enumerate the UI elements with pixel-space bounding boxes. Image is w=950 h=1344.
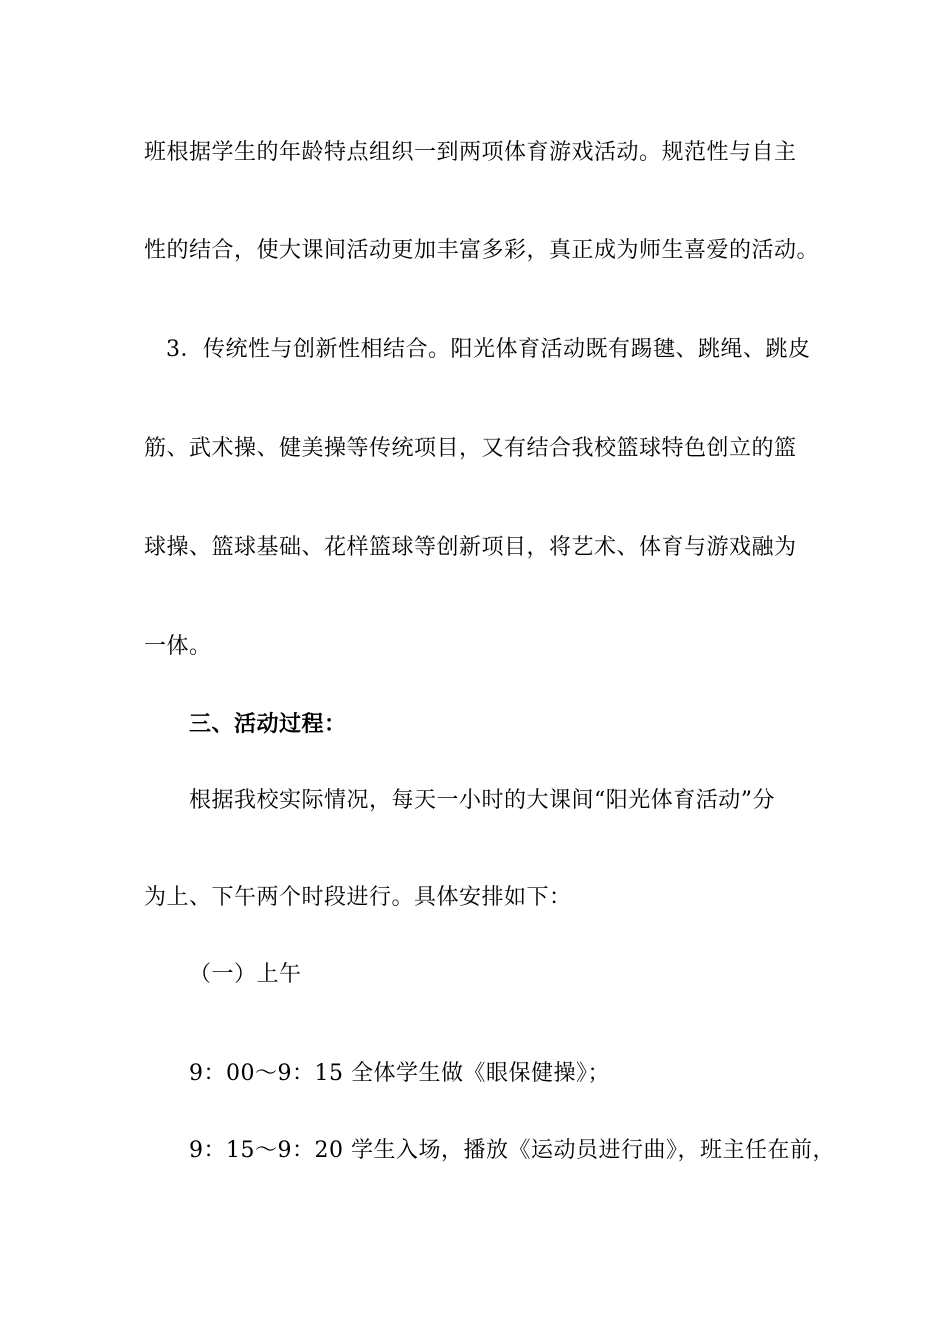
- paragraph-line-4: 筋、武术操、健美操等传统项目，又有结合我校篮球特色创立的篮: [144, 436, 797, 461]
- paragraph-line-3: 3．传统性与创新性相结合。阳光体育活动既有踢毽、跳绳、跳皮: [166, 337, 811, 362]
- section-heading: 三、活动过程：: [189, 711, 347, 737]
- subsection-heading: （一）上午: [189, 962, 302, 987]
- paragraph-line-2: 性的结合，使大课间活动更加丰富多彩，真正成为师生喜爱的活动。: [144, 238, 820, 263]
- paragraph-line-1: 班根据学生的年龄特点组织一到两项体育游戏活动。规范性与自主: [144, 140, 797, 165]
- paragraph-line-6: 一体。: [144, 634, 212, 659]
- schedule-line-1: 9：00～9：15 全体学生做《眼保健操》；: [189, 1061, 610, 1086]
- paragraph-line-8: 根据我校实际情况，每天一小时的大课间“阳光体育活动”分: [189, 788, 775, 813]
- schedule-line-2: 9：15～9：20 学生入场，播放《运动员进行曲》，班主任在前，: [189, 1138, 835, 1163]
- paragraph-line-9: 为上、下午两个时段进行。具体安排如下：: [144, 885, 572, 910]
- paragraph-line-5: 球操、篮球基础、花样篮球等创新项目，将艺术、体育与游戏融为: [144, 535, 797, 560]
